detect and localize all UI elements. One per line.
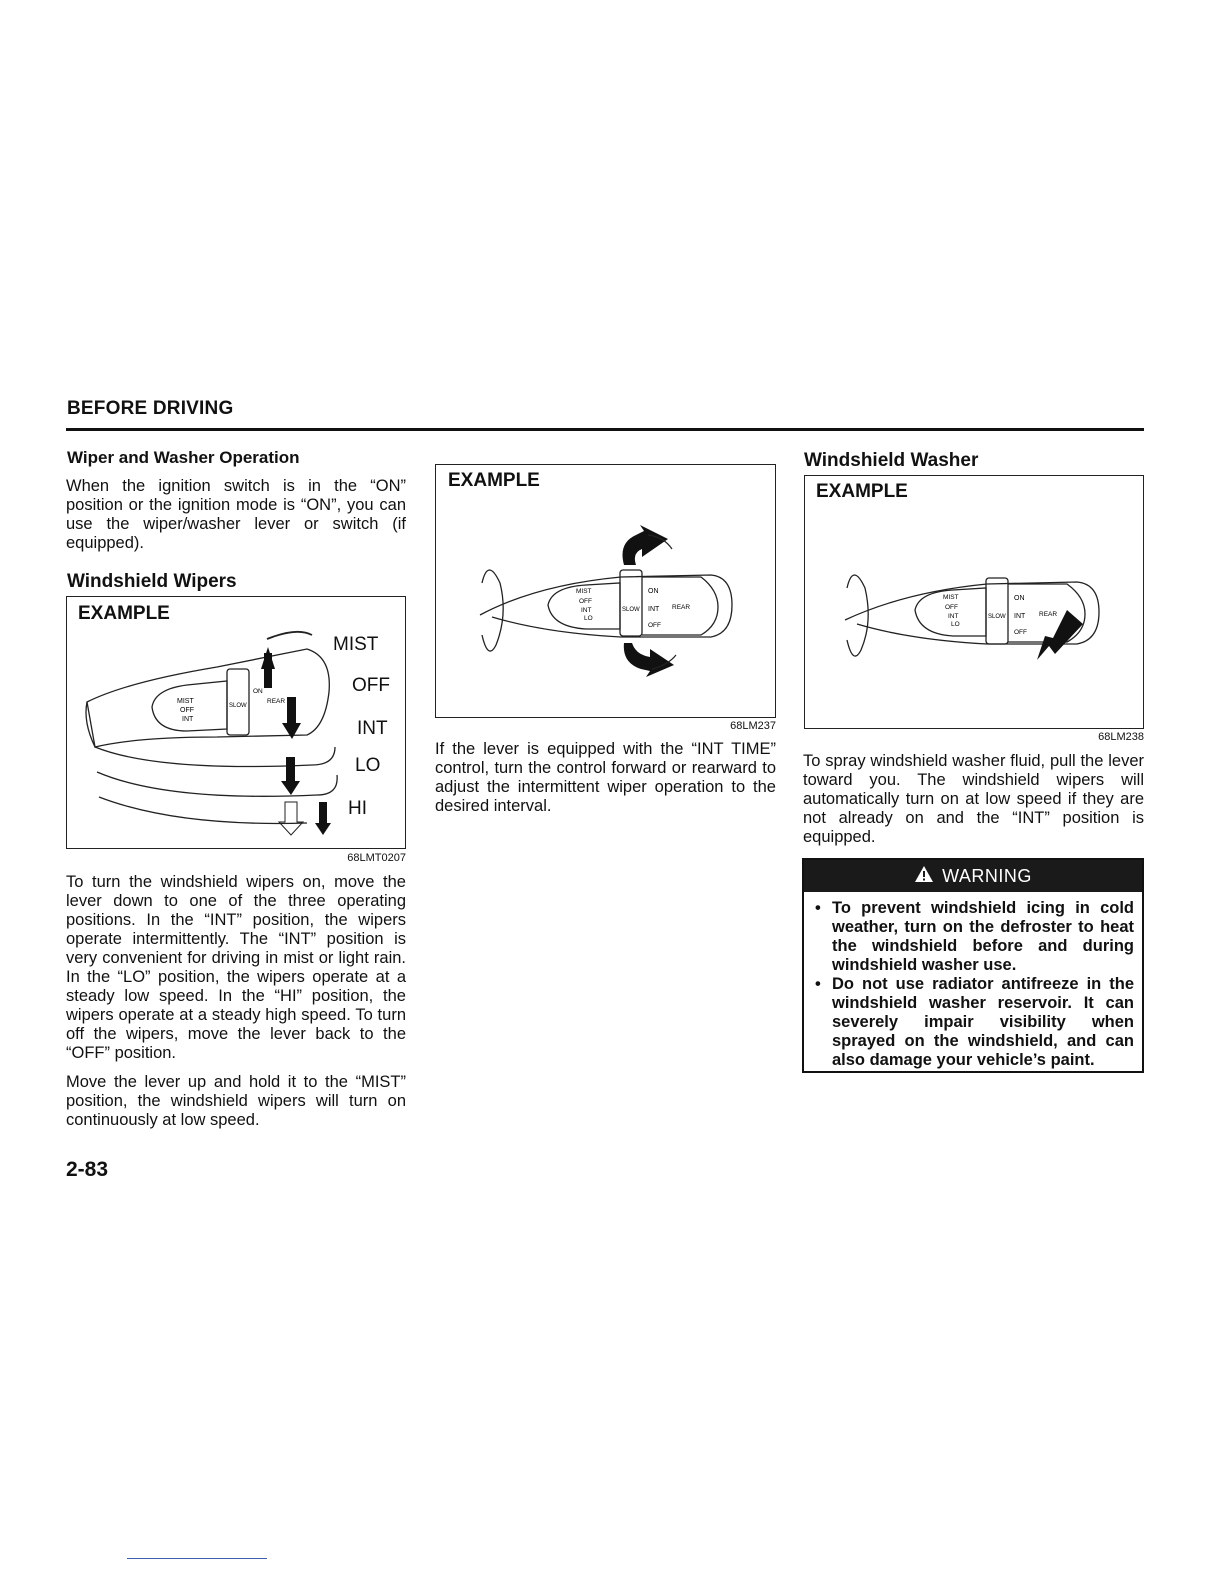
warning-box <box>802 858 1144 1073</box>
lever-off-text: OFF <box>945 604 958 611</box>
int-time-illustration <box>436 465 774 716</box>
lever-on-text: ON <box>253 688 263 695</box>
position-off: OFF <box>352 675 390 696</box>
lever-on-text: ON <box>1014 595 1025 602</box>
int-time-paragraph: If the lever is equipped with the “INT TIME” control, turn the control forward or rearward to adjust the intermittent wiper operation to the desired interval. <box>435 740 776 815</box>
lever-off-text: OFF <box>579 598 592 605</box>
lever-rear-text: REAR <box>672 604 691 611</box>
lever-off-text-2: OFF <box>648 622 661 629</box>
washer-figure <box>804 475 1144 729</box>
warning-title: WARNING <box>942 866 1032 886</box>
warning-triangle-icon <box>914 861 934 893</box>
mist-paragraph: Move the lever up and hold it to the “MIST” position, the windshield wipers will turn on continuously at low speed. <box>66 1073 406 1129</box>
int-time-figure <box>435 464 776 718</box>
warning-item: • To prevent windshield icing in cold weather, turn on the defroster to heat the windshield before and during windshield washer use. <box>815 899 1134 974</box>
lever-on-text: ON <box>648 588 659 595</box>
wiper-lever-figure <box>66 596 406 849</box>
lever-off-text-2: OFF <box>1014 629 1027 636</box>
position-lo: LO <box>355 755 381 776</box>
windshield-wipers-heading: Windshield Wipers <box>67 571 237 592</box>
washer-illustration <box>805 476 1142 727</box>
lever-int-text: INT <box>182 716 194 723</box>
warning-item-text: Do not use radiator antifreeze in the windshield washer reservoir. It can severely impair visibility when sprayed on the windshield, and can also damage your vehicle’s paint. <box>832 975 1134 1069</box>
lever-mist-text: MIST <box>576 588 592 595</box>
footer-rule <box>127 1558 267 1559</box>
lever-int-text-2: INT <box>1014 613 1026 620</box>
lever-rear-text: REAR <box>1039 611 1058 618</box>
lever-off-text: OFF <box>180 707 194 714</box>
position-hi: HI <box>348 798 367 819</box>
figure-example-label: EXAMPLE <box>448 470 540 491</box>
lever-slow-text: SLOW <box>988 614 1006 620</box>
lever-mist-text: MIST <box>177 698 194 705</box>
lever-lo-text: LO <box>584 615 593 622</box>
lever-slow-text: SLOW <box>622 607 640 613</box>
warning-list <box>804 892 1142 1070</box>
warning-item-text: To prevent windshield icing in cold weather, turn on the defroster to heat the windshield before and during windshield washer use. <box>832 899 1134 974</box>
lever-rear-text: REAR <box>267 698 286 705</box>
header-rule <box>66 428 1144 431</box>
position-mist: MIST <box>333 634 379 655</box>
wipers-paragraph: To turn the windshield wipers on, move the lever down to one of the three operating positions. In the “INT” position, the wipers operate intermittently. The “INT” position is very convenient for driving in mist or light rain. In the “LO” position, the wipers operate at a steady low speed. In the “HI” position, the wipers operate at a steady high speed. To turn off the wipers, move the lever back to the “OFF” position. <box>66 873 406 1062</box>
warning-header <box>804 860 1142 892</box>
figure-code: 68LM238 <box>1098 731 1144 743</box>
intro-paragraph: When the ignition switch is in the “ON” position or the ignition mode is “ON”, you can use the wiper/washer lever or switch (if equipped). <box>66 477 406 552</box>
lever-int-text: INT <box>581 607 592 614</box>
lever-mist-text: MIST <box>943 594 959 601</box>
figure-example-label: EXAMPLE <box>816 481 908 502</box>
position-int: INT <box>357 718 388 739</box>
section-title: BEFORE DRIVING <box>67 398 234 419</box>
lever-lo-text: LO <box>951 621 960 628</box>
warning-item: • Do not use radiator antifreeze in the windshield washer reservoir. It can severely impair visibility when sprayed on the windshield, and can also damage your vehicle’s paint. <box>815 975 1134 1069</box>
wiper-washer-heading: Wiper and Washer Operation <box>67 448 300 467</box>
lever-int-text-2: INT <box>648 606 660 613</box>
windshield-washer-heading: Windshield Washer <box>804 450 979 471</box>
figure-code: 68LM237 <box>730 720 776 732</box>
figure-code: 68LMT0207 <box>347 852 406 864</box>
figure-example-label: EXAMPLE <box>78 603 170 624</box>
lever-int-text: INT <box>948 613 959 620</box>
washer-paragraph: To spray windshield washer fluid, pull the lever toward you. The windshield wipers will automatically turn on at low speed if they are not already on and the “INT” position is equipped. <box>803 752 1144 846</box>
lever-slow-text: SLOW <box>229 703 247 709</box>
page-number: 2-83 <box>66 1158 109 1181</box>
